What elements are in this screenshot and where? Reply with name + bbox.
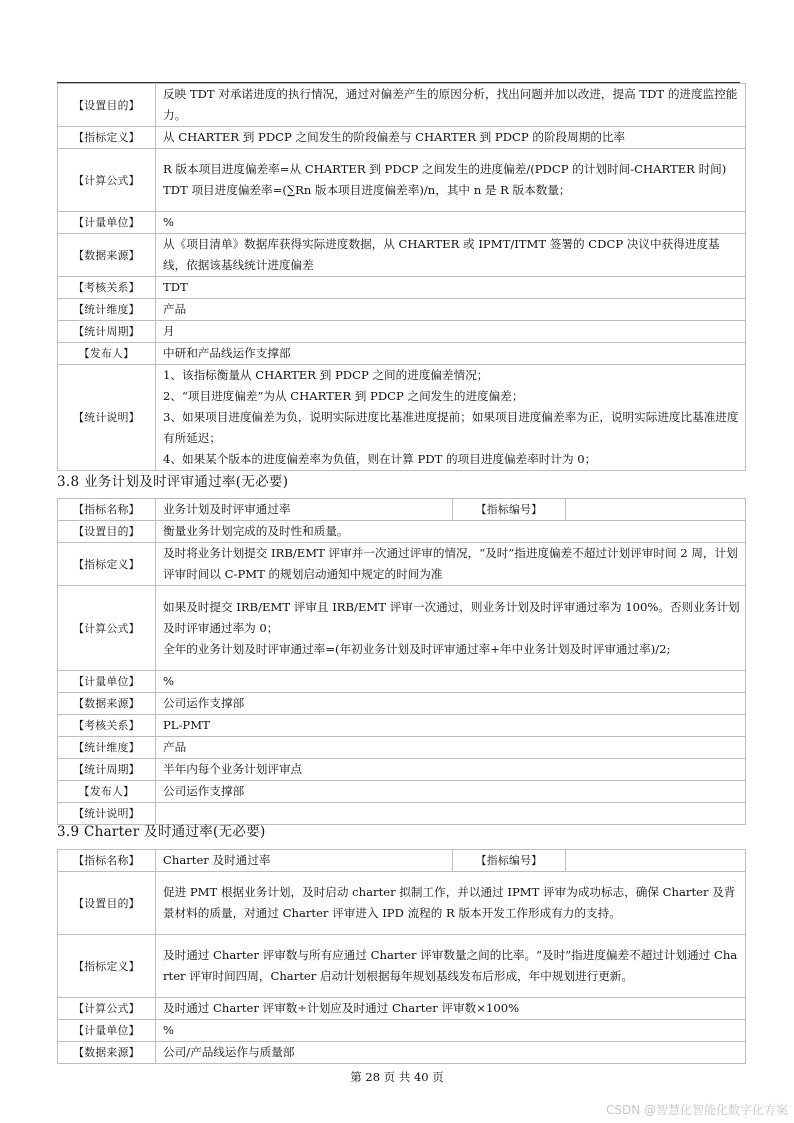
table-row xyxy=(58,499,746,521)
watermark: CSDN @智慧化智能化数字化方案 xyxy=(605,1103,788,1117)
row-value: 月 xyxy=(156,321,746,343)
table-row xyxy=(58,935,746,998)
row-value xyxy=(156,149,746,212)
row-label: 【统计说明】 xyxy=(58,365,156,471)
row-label: 【指标名称】 xyxy=(58,850,156,872)
table-row xyxy=(58,998,746,1020)
row-label: 【统计维度】 xyxy=(58,737,156,759)
table-row xyxy=(58,586,746,671)
table-row xyxy=(58,693,746,715)
row-value: 从《项目清单》数据库获得实际进度数据，从 CHARTER 或 IPMT/ITMT 签署的 CDCP 决议中获得进度基线，依据该基线统计进度偏差 xyxy=(156,234,746,277)
row-value: 产品 xyxy=(156,299,746,321)
note-line: 3、如果项目进度偏差为负，说明实际进度比基准进度提前；如果项目进度偏差率为正，说明实际进度比基准进度有所延迟； xyxy=(163,410,739,445)
table-row xyxy=(58,737,746,759)
formula-line: TDT 项目进度偏差率=(∑Rn 版本项目进度偏差率)/n，其中 n 是 R 版本数量； xyxy=(163,183,571,197)
row-label: 【统计说明】 xyxy=(58,803,156,825)
row-label: 【计算公式】 xyxy=(58,149,156,212)
row-label: 【计算公式】 xyxy=(58,998,156,1020)
row-label: 【指标定义】 xyxy=(58,127,156,149)
kpi-table-3-8 xyxy=(57,498,746,825)
row-value: 公司/产品线运作与质量部 xyxy=(156,1042,746,1064)
note-line: 1、该指标衡量从 CHARTER 到 PDCP 之间的进度偏差情况； xyxy=(163,368,489,382)
row-label: 【计算公式】 xyxy=(58,586,156,671)
note-line: 4、如果某个版本的进度偏差率为负值，则在计算 PDT 的项目进度偏差率时计为 0； xyxy=(163,452,597,466)
row-label: 【考核关系】 xyxy=(58,277,156,299)
row-value: 从 CHARTER 到 PDCP 之间发生的阶段偏差与 CHARTER 到 PDCP 的阶段周期的比率 xyxy=(156,127,746,149)
table-row xyxy=(58,277,746,299)
row-value: 中研和产品线运作支撑部 xyxy=(156,343,746,365)
row-label: 【统计维度】 xyxy=(58,299,156,321)
table-row xyxy=(58,521,746,543)
table-row xyxy=(58,343,746,365)
kpi-table-3-7 xyxy=(57,83,746,471)
row-label: 【发布人】 xyxy=(58,781,156,803)
row-value: 促进 PMT 根据业务计划，及时启动 charter 拟制工作，并以通过 IPMT 评审为成功标志，确保 Charter 及背景材料的质量，对通过 Charter 评审进入 IPD 流程的 R 版本开发工作形成有力的支持。 xyxy=(156,872,746,935)
table-row xyxy=(58,781,746,803)
formula-line: R 版本项目进度偏差率=从 CHARTER 到 PDCP 之间发生的进度偏差/(PDCP 的计划时间-CHARTER 时间) xyxy=(163,162,727,176)
table-row xyxy=(58,321,746,343)
indicator-name: 业务计划及时评审通过率 xyxy=(156,499,453,521)
table-row xyxy=(58,543,746,586)
row-label: 【统计周期】 xyxy=(58,759,156,781)
table-row xyxy=(58,671,746,693)
row-value: 公司运作支撑部 xyxy=(156,693,746,715)
row-label: 【计量单位】 xyxy=(58,671,156,693)
section-heading-3-9: 3.9 Charter 及时通过率(无必要) xyxy=(57,824,266,840)
table-row xyxy=(58,715,746,737)
row-value: % xyxy=(156,212,746,234)
row-value: 公司运作支撑部 xyxy=(156,781,746,803)
table-row xyxy=(58,84,746,127)
table-row xyxy=(58,149,746,212)
indicator-name: Charter 及时通过率 xyxy=(156,850,453,872)
table-row xyxy=(58,299,746,321)
row-value: PL-PMT xyxy=(156,715,746,737)
kpi-table-3-9 xyxy=(57,849,746,1064)
row-label: 【设置目的】 xyxy=(58,521,156,543)
note-line: 2、“项目进度偏差”为从 CHARTER 到 PDCP 之间发生的进度偏差； xyxy=(163,389,524,403)
table-row xyxy=(58,1042,746,1064)
row-value: 产品 xyxy=(156,737,746,759)
table-row xyxy=(58,850,746,872)
row-label: 【设置目的】 xyxy=(58,84,156,127)
row-label: 【设置目的】 xyxy=(58,872,156,935)
row-label: 【考核关系】 xyxy=(58,715,156,737)
indicator-number xyxy=(566,850,746,872)
indicator-number-label: 【指标编号】 xyxy=(453,850,566,872)
row-label: 【数据来源】 xyxy=(58,234,156,277)
formula-line: 全年的业务计划及时评审通过率=(年初业务计划及时评审通过率+年中业务计划及时评审通过率)/2; xyxy=(163,641,671,656)
row-label: 【计量单位】 xyxy=(58,212,156,234)
row-label: 【指标名称】 xyxy=(58,499,156,521)
table-row xyxy=(58,872,746,935)
row-value: 半年内每个业务计划评审点 xyxy=(156,759,746,781)
row-value: 衡量业务计划完成的及时性和质量。 xyxy=(156,521,746,543)
row-value xyxy=(156,586,746,671)
row-value: 反映 TDT 对承诺进度的执行情况，通过对偏差产生的原因分析，找出问题并加以改进，提高 TDT 的进度监控能力。 xyxy=(156,84,746,127)
row-value: 及时通过 Charter 评审数÷计划应及时通过 Charter 评审数×100% xyxy=(156,998,746,1020)
table-row xyxy=(58,212,746,234)
row-label: 【发布人】 xyxy=(58,343,156,365)
row-label: 【数据来源】 xyxy=(58,1042,156,1064)
row-value: TDT xyxy=(156,277,746,299)
table-row xyxy=(58,234,746,277)
row-label: 【指标定义】 xyxy=(58,935,156,998)
row-label: 【计量单位】 xyxy=(58,1020,156,1042)
row-value: 及时通过 Charter 评审数与所有应通过 Charter 评审数量之间的比率。“及时”指进度偏差不超过计划通过 Charter 评审时间四周，Charter 启动计划根据每年规划基线发布后形成，年中规划进行更新。 xyxy=(156,935,746,998)
row-label: 【指标定义】 xyxy=(58,543,156,586)
row-value xyxy=(156,365,746,471)
table-row xyxy=(58,1020,746,1042)
row-label: 【统计周期】 xyxy=(58,321,156,343)
table-row xyxy=(58,759,746,781)
row-value: 及时将业务计划提交 IRB/EMT 评审并一次通过评审的情况，“及时”指进度偏差不超过计划评审时间 2 周，计划评审时间以 C-PMT 的规划启动通知中规定的时间为准 xyxy=(156,543,746,586)
page-footer: 第 28 页 共 40 页 xyxy=(350,1070,444,1084)
formula-line: 如果及时提交 IRB/EMT 评审且 IRB/EMT 评审一次通过，则业务计划及时评审通过率为 100%。否则业务计划及时评审通过率为 0； xyxy=(163,599,740,635)
section-heading-3-8: 3.8 业务计划及时评审通过率(无必要) xyxy=(57,474,289,490)
indicator-number xyxy=(566,499,746,521)
row-value: % xyxy=(156,671,746,693)
row-label: 【数据来源】 xyxy=(58,693,156,715)
row-value: % xyxy=(156,1020,746,1042)
table-row xyxy=(58,365,746,471)
table-row xyxy=(58,127,746,149)
indicator-number-label: 【指标编号】 xyxy=(453,499,566,521)
